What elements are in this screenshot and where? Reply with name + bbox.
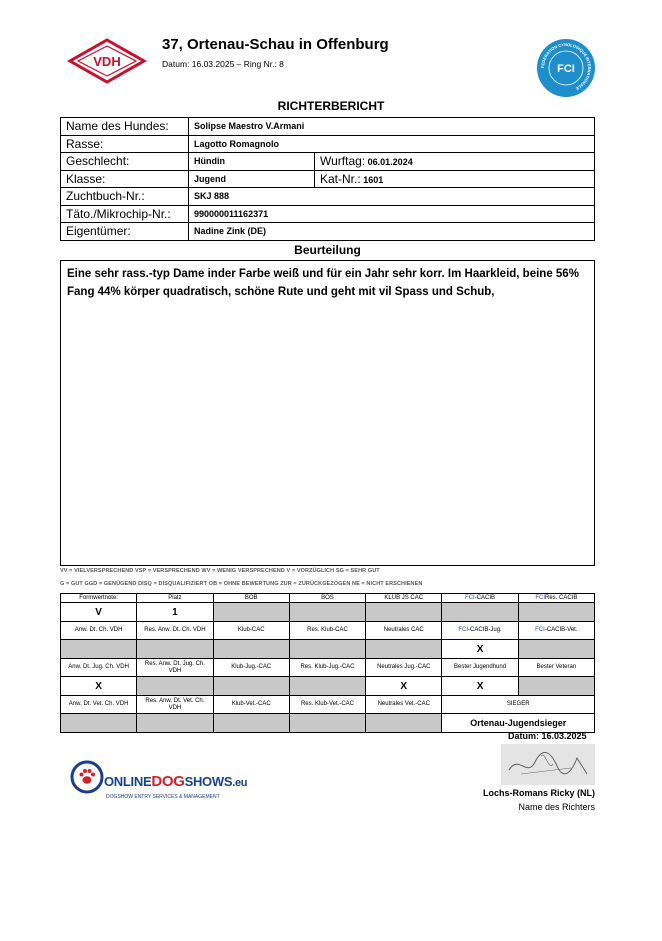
- neutrales-cac-value: [366, 640, 442, 659]
- res-klub-vet-cac-label: Res. Klub-Vet.-CAC: [289, 696, 365, 714]
- res-cacib-value: [518, 603, 594, 622]
- info-row-class: [61, 170, 595, 188]
- res-klub-cac-value: [289, 640, 365, 659]
- res-anw-dt-jug-ch-value: [137, 677, 213, 696]
- beurteilung-title: Beurteilung: [294, 243, 361, 257]
- cacib-vet-text: -CACIB-Vet.: [544, 627, 578, 633]
- odsh-tagline: DOGSHOW ENTRY SERVICES & MANAGEMENT: [106, 794, 220, 800]
- beurteilung-text: Eine sehr rass.-typ Dame inder Farbe weiß und für ein Jahr sehr korr. Im Haarkleid, beine 56% Fang 44% körper quadratisch, schöne Rute und geht mit vil Spass und Schub,: [60, 260, 595, 566]
- klub-jug-cac-value: [213, 677, 289, 696]
- res-klub-jug-cac-label: Res. Klub-Jug.-CAC: [289, 659, 365, 677]
- sieger-label: SIEGER: [442, 696, 595, 714]
- res-anw-dt-ch-value: [137, 640, 213, 659]
- res-klub-cac-label: Res. Klub-CAC: [289, 622, 365, 640]
- res-klub-jug-cac-value: [289, 677, 365, 696]
- anw-dt-vet-ch-label: Anw. Dt. Vet. Ch. VDH: [61, 696, 137, 714]
- neutrales-cac-label: Neutrales CAC: [366, 622, 442, 640]
- bester-veteran-value: [518, 677, 594, 696]
- legend-line-1: VV = VIELVERSPRECHEND VSP = VERSPRECHEND WV = WENIG VERSPRECHEND V = VORZÜGLICH SG = SEHR GUT: [60, 568, 380, 574]
- cacib-vet-label: [518, 622, 594, 640]
- klub-vet-cac-label: Klub-Vet.-CAC: [213, 696, 289, 714]
- vdh-logo: [68, 38, 146, 84]
- sex-label: Geschlecht:: [61, 153, 189, 171]
- report-title: RICHTERBERICHT: [277, 99, 385, 113]
- res-anw-dt-vet-ch-value: [137, 714, 213, 733]
- judge-name: Lochs-Romans Ricky (NL): [482, 788, 595, 798]
- sex-value: Hündin: [189, 153, 315, 171]
- cacib-value: [442, 603, 518, 622]
- cacib-jug-value: X: [442, 640, 518, 659]
- fci-logo: [536, 38, 596, 98]
- svg-text:ONLINEDOGSHOWS.eu: [104, 773, 247, 790]
- bester-jugendhund-label: Bester Jugendhund: [442, 659, 518, 677]
- judge-signature: [501, 744, 595, 785]
- litter-cell: [315, 153, 595, 171]
- res-anw-dt-jug-ch-label: Res. Anw. Dt. Jug. Ch. VDH: [137, 659, 213, 677]
- klub-js-cac-label: KLUB JS CAC: [366, 594, 442, 603]
- bos-label: BOS: [289, 594, 365, 603]
- fci-ring-text: FEDERATION CYNOLOGIQUE INTERNATIONALE: [539, 41, 593, 92]
- cacib-label: [442, 594, 518, 603]
- vdh-logo-text: VDH: [93, 54, 121, 69]
- info-row-studbook: [61, 188, 595, 206]
- neutrales-vet-cac-value: [366, 714, 442, 733]
- klub-cac-value: [213, 640, 289, 659]
- platz-label: Platz: [137, 594, 213, 603]
- chip-value: 990000011162371: [189, 205, 595, 223]
- res-cacib-label: [518, 594, 594, 603]
- info-row-sex: [61, 153, 595, 171]
- legend-line-2: G = GUT GGD = GENÜGEND DISQ = DISQUALIFIZIERT OB = OHNE BEWERTUNG ZUR = ZURÜCKGEZOGEN NE = NICHT ERSCHIENEN: [60, 581, 423, 587]
- res-cacib-text: Res. CACIB: [545, 594, 578, 601]
- res-anw-dt-ch-label: Res. Anw. Dt. Ch. VDH: [137, 622, 213, 640]
- class-value: Jugend: [189, 170, 315, 188]
- bob-label: BOB: [213, 594, 289, 603]
- grades-ch-value-row: [61, 640, 595, 659]
- bob-value: [213, 603, 289, 622]
- bos-value: [289, 603, 365, 622]
- report-date: Datum: 16.03.2025: [508, 731, 587, 741]
- chip-label: Täto./Mikrochip-Nr.:: [61, 205, 189, 223]
- fci-prefix: FCI: [535, 594, 545, 601]
- grades-vet-label-row: [61, 696, 595, 714]
- platz-value: 1: [137, 603, 213, 622]
- odsh-shows-text: SHOWS: [184, 774, 233, 789]
- catno-label: Kat-Nr.:: [320, 171, 361, 186]
- judge-label: Name des Richters: [518, 802, 595, 812]
- neutrales-jug-cac-value: X: [366, 677, 442, 696]
- catno-cell: [315, 170, 595, 188]
- klub-cac-label: Klub-CAC: [213, 622, 289, 640]
- info-row-chip: [61, 205, 595, 223]
- grades-vet-value-row: [61, 714, 595, 733]
- catno-value: 1601: [363, 174, 384, 185]
- breed-value: Lagotto Romagnolo: [189, 135, 595, 153]
- document-header: [0, 0, 662, 95]
- grades-table: [60, 593, 595, 733]
- info-row-breed: [61, 135, 595, 153]
- studbook-label: Zuchtbuch-Nr.:: [61, 188, 189, 206]
- grades-header-row: [61, 594, 595, 603]
- onlinedogshows-logo: [70, 760, 248, 802]
- klub-vet-cac-value: [213, 714, 289, 733]
- show-subtitle: Datum: 16.03.2025 – Ring Nr.: 8: [162, 59, 284, 69]
- anw-dt-ch-value: [61, 640, 137, 659]
- bester-veteran-label: Bester Veteran: [518, 659, 594, 677]
- cacib-jug-text: -CACIB-Jug.: [468, 627, 502, 633]
- owner-label: Eigentümer:: [61, 223, 189, 241]
- fci-prefix: FCI: [465, 594, 475, 601]
- sieger-value: Ortenau-Jugendsieger: [442, 714, 595, 733]
- class-label: Klasse:: [61, 170, 189, 188]
- info-row-owner: [61, 223, 595, 241]
- odsh-dog-text: DOG: [151, 773, 185, 790]
- res-klub-vet-cac-value: [289, 714, 365, 733]
- owner-value: Nadine Zink (DE): [189, 223, 595, 241]
- litter-value: 06.01.2024: [367, 157, 413, 168]
- grades-ch-label-row: [61, 622, 595, 640]
- klub-js-cac-value: [366, 603, 442, 622]
- info-row-name: [61, 118, 595, 136]
- klub-jug-cac-label: Klub-Jug.-CAC: [213, 659, 289, 677]
- name-label: Name des Hundes:: [61, 118, 189, 136]
- grades-jug-label-row: [61, 659, 595, 677]
- show-title: 37, Ortenau-Schau in Offenburg: [162, 36, 389, 53]
- cacib-jug-label: [442, 622, 518, 640]
- odsh-online-text: ONLINE: [104, 774, 152, 789]
- anw-dt-ch-label: Anw. Dt. Ch. VDH: [61, 622, 137, 640]
- litter-label: Wurftag:: [320, 154, 366, 169]
- dog-info-table: [60, 117, 595, 241]
- bester-jugendhund-value: X: [442, 677, 518, 696]
- anw-dt-vet-ch-value: [61, 714, 137, 733]
- fci-prefix: FCI: [458, 627, 469, 633]
- name-value: Solipse Maestro V.Armani: [189, 118, 595, 136]
- formwertnote-value: V: [61, 603, 137, 622]
- neutrales-vet-cac-label: Neutrales Vet.-CAC: [366, 696, 442, 714]
- cacib-vet-value: [518, 640, 594, 659]
- fci-prefix: FCI: [535, 627, 545, 633]
- neutrales-jug-cac-label: Neutrales Jug.-CAC: [366, 659, 442, 677]
- anw-dt-jug-ch-value: X: [61, 677, 137, 696]
- breed-label: Rasse:: [61, 135, 189, 153]
- res-anw-dt-vet-ch-label: Res. Anw. Dt. Vet. Ch. VDH: [137, 696, 213, 714]
- anw-dt-jug-ch-label: Anw. Dt. Jug. Ch. VDH: [61, 659, 137, 677]
- grades-jug-value-row: [61, 677, 595, 696]
- studbook-value: SKJ 888: [189, 188, 595, 206]
- odsh-eu-text: .eu: [232, 777, 248, 789]
- grades-values-row: [61, 603, 595, 622]
- fci-logo-text: FCI: [557, 63, 575, 75]
- cacib-text: -CACIB: [474, 594, 496, 601]
- formwertnote-label: Formwertnote:: [61, 594, 137, 603]
